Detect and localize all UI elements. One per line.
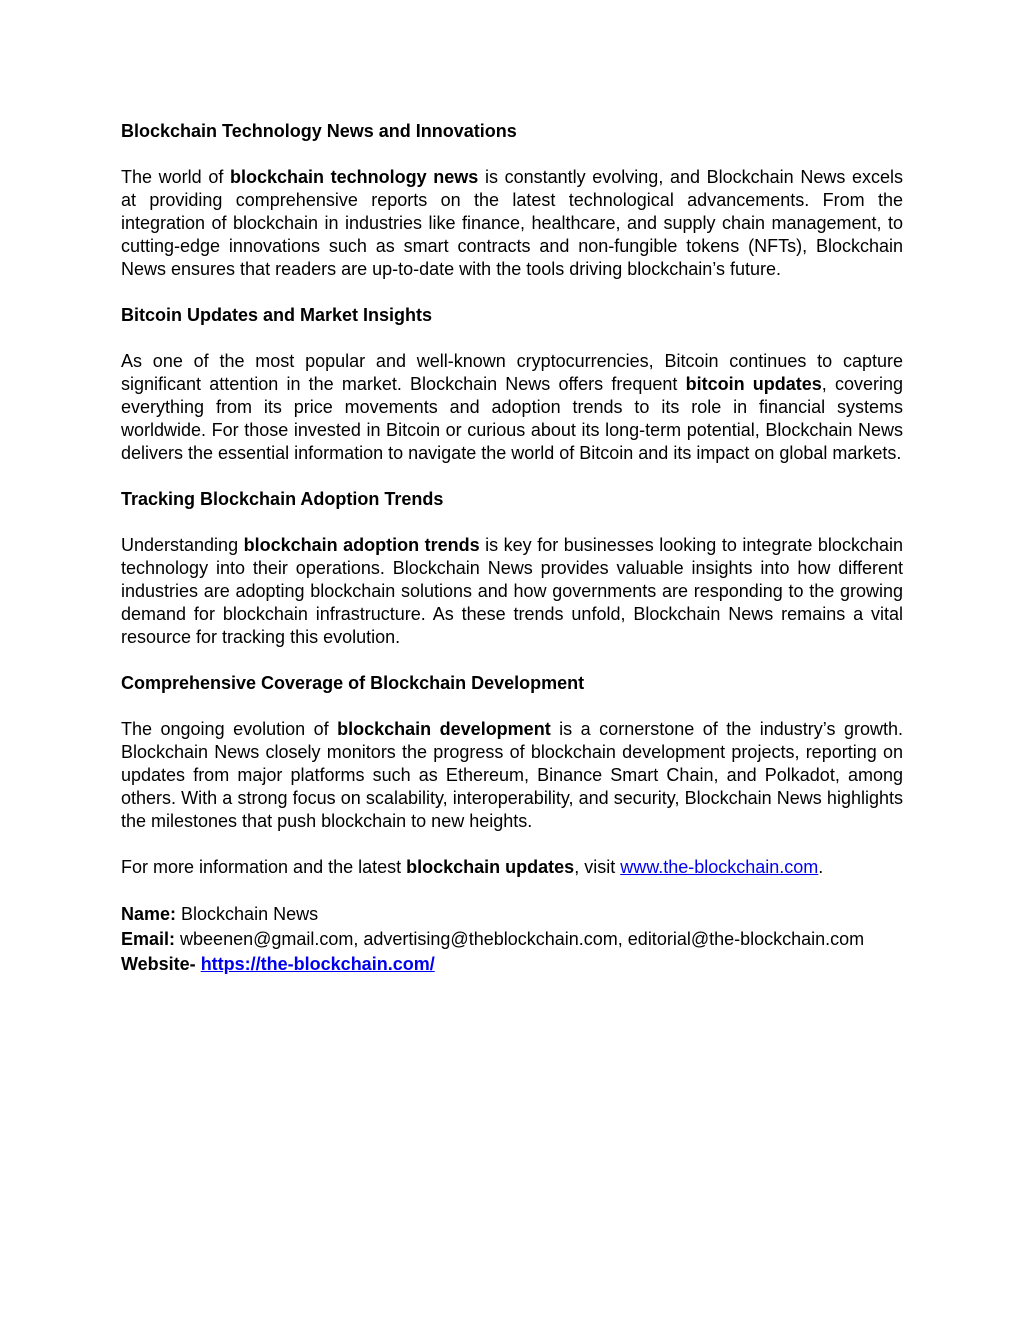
- website-link[interactable]: www.the-blockchain.com: [620, 857, 819, 877]
- section-paragraph: [121, 166, 903, 281]
- paragraph-bold-keyword: blockchain technology news: [229, 167, 479, 187]
- closing-text: .: [818, 857, 824, 877]
- contact-block: [121, 902, 903, 977]
- section-heading: Bitcoin Updates and Market Insights: [121, 305, 433, 325]
- contact-name-value: Blockchain News: [176, 904, 319, 924]
- section-blockchain-technology: [121, 120, 903, 281]
- paragraph-text: As one of the most popular and well-known cryptocurrencies, Bitcoin continues to capture significant attention in the market. Blockchain News offers frequent: [121, 351, 903, 394]
- paragraph-text: is a cornerstone of the industry’s growth. Blockchain News closely monitors the progress of blockchain development projects, reporting on updates from major platforms such as Ethereum, Binance Smart Chain, and Polkadot, among others. With a strong focus on scalability, interoperability, and security, Blockchain News highlights the milestones that push blockchain to new heights.: [121, 719, 903, 831]
- contact-email-value: wbeenen@gmail.com, advertising@theblockchain.com, editorial@the-blockchain.com: [175, 929, 865, 949]
- paragraph-bold-keyword: blockchain development: [337, 719, 551, 739]
- section-heading: Tracking Blockchain Adoption Trends: [121, 489, 444, 509]
- section-blockchain-development: [121, 672, 903, 833]
- closing-text: , visit: [574, 857, 621, 877]
- contact-website-link[interactable]: https://the-blockchain.com/: [200, 954, 435, 974]
- section-adoption-trends: [121, 488, 903, 649]
- closing-bold-keyword: blockchain updates: [406, 857, 575, 877]
- paragraph-text: The ongoing evolution of: [121, 719, 338, 739]
- paragraph-text: The world of: [121, 167, 230, 187]
- paragraph-text: is key for businesses looking to integrate blockchain technology into their operations. Blockchain News provides valuable insights into how different industries are adopting blockchain solutions and how governments are responding to the growing demand for blockchain infrastructure. As these trends unfold, Blockchain News remains a vital resource for tracking this evolution.: [121, 535, 903, 647]
- paragraph-text: , covering everything from its price movements and adoption trends to its role in financial systems worldwide. For those invested in Bitcoin or curious about its long-term potential, Blockchain News delivers the essential information to navigate the world of Bitcoin and its impact on global markets.: [121, 374, 903, 463]
- section-heading: Blockchain Technology News and Innovations: [121, 121, 517, 141]
- paragraph-bold-keyword: bitcoin updates: [685, 374, 822, 394]
- contact-name-label: Name:: [121, 904, 177, 924]
- closing-paragraph: [121, 856, 903, 879]
- paragraph-text: Understanding: [121, 535, 244, 555]
- section-heading: Comprehensive Coverage of Blockchain Development: [121, 673, 585, 693]
- section-paragraph: [121, 718, 903, 833]
- section-bitcoin-updates: [121, 304, 903, 465]
- contact-email-label: Email:: [121, 929, 176, 949]
- closing-text: For more information and the latest: [121, 857, 407, 877]
- paragraph-bold-keyword: blockchain adoption trends: [243, 535, 480, 555]
- contact-website-label: Website-: [121, 954, 201, 974]
- contact-name-line: [121, 902, 903, 927]
- section-paragraph: [121, 534, 903, 649]
- paragraph-text: is constantly evolving, and Blockchain News excels at providing comprehensive reports on the latest technological advancements. From the integration of blockchain in industries like finance, healthcare, and supply chain management, to cutting-edge innovations such as smart contracts and non-fungible tokens (NFTs), Blockchain News ensures that readers are up-to-date with the tools driving blockchain’s future.: [121, 167, 903, 279]
- section-paragraph: [121, 350, 903, 465]
- contact-email-line: [121, 927, 903, 952]
- contact-website-line: [121, 952, 903, 977]
